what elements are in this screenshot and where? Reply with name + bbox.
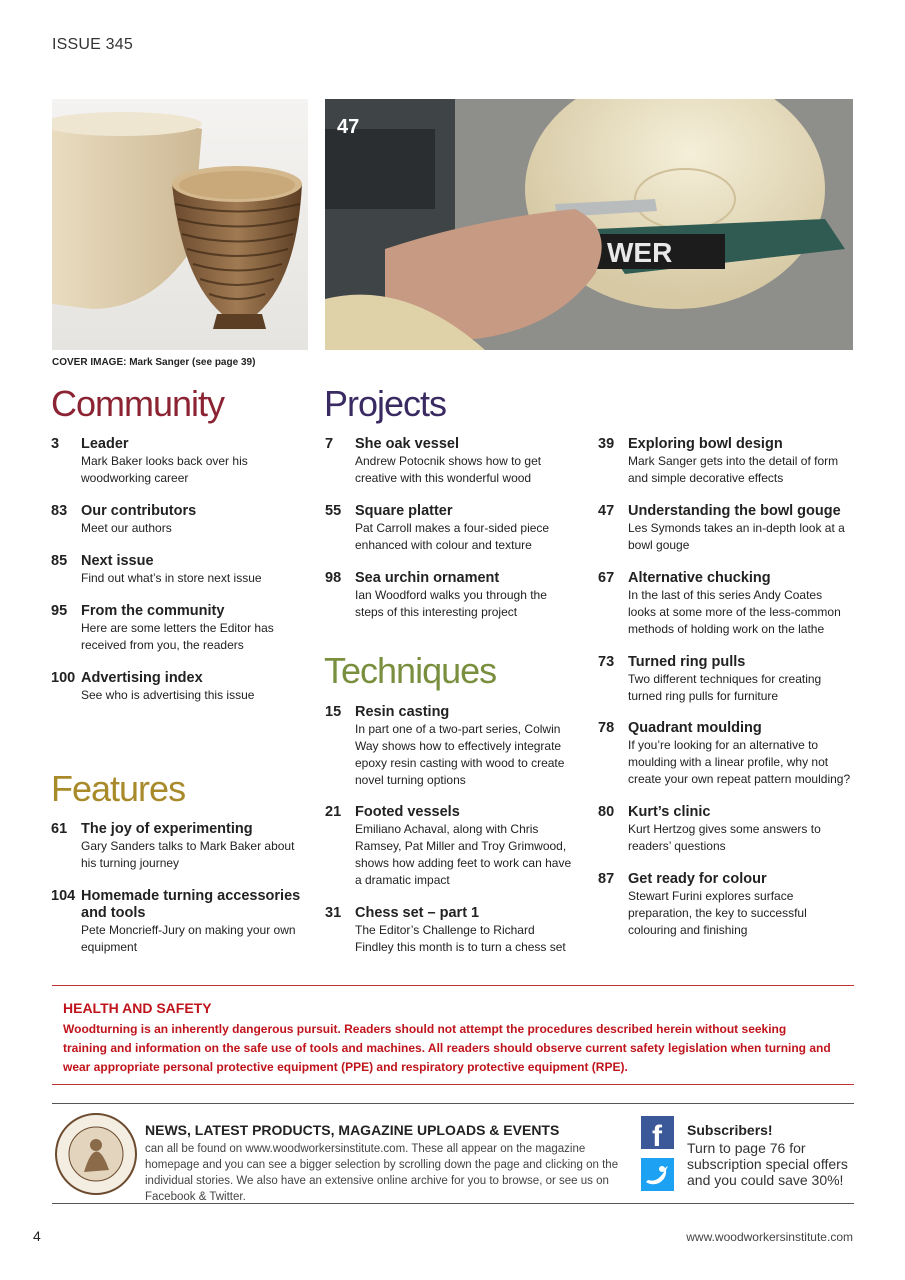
page-number: 87 (598, 871, 615, 887)
page-number: 67 (598, 570, 615, 586)
entry-title: She oak vessel (355, 436, 459, 452)
issue-number: ISSUE 345 (52, 36, 133, 53)
entry-title: Leader (81, 436, 129, 452)
contents-entry[interactable] (51, 888, 301, 956)
entry-description: See who is advertising this issue (81, 688, 255, 702)
contents-entry[interactable] (325, 503, 570, 554)
page-number: 78 (598, 720, 615, 736)
entry-description: Kurt Hertzog gives some answers to readers’ questions (628, 822, 821, 853)
section-title-features: Features (51, 768, 186, 809)
entry-description: Meet our authors (81, 521, 172, 535)
contents-entry[interactable] (325, 905, 575, 956)
entry-title: Kurt’s clinic (628, 804, 711, 820)
facebook-icon[interactable] (641, 1116, 674, 1149)
page-number: 55 (325, 503, 342, 519)
contents-entry[interactable] (598, 436, 853, 487)
entry-description: Mark Baker looks back over his woodworking career (81, 454, 248, 485)
entry-description: Find out what’s in store next issue (81, 571, 262, 585)
entry-title: Alternative chucking (628, 570, 771, 586)
entry-description: The Editor’s Challenge to Richard Findley this month is to turn a chess set (355, 923, 566, 954)
entry-title: Turned ring pulls (628, 654, 746, 670)
page-number: 15 (325, 704, 342, 720)
contents-entry[interactable] (325, 704, 575, 789)
entry-title: Square platter (355, 503, 453, 519)
page-number: 7 (325, 436, 334, 452)
entry-title: Advertising index (81, 670, 203, 686)
contents-entry[interactable] (51, 603, 301, 654)
contents-entry[interactable] (598, 720, 853, 788)
entry-description: Emiliano Achaval, along with Chris Ramsey, Pat Miller and Troy Grimwood, shows how adding feet to work can have a dramatic impact (355, 822, 572, 887)
page-number: 47 (598, 503, 615, 519)
section-title-techniques: Techniques (324, 650, 497, 691)
page-number: 73 (598, 654, 615, 670)
contents-entry[interactable] (325, 570, 570, 621)
cover-image-bowls (52, 99, 308, 350)
lathe-brand-text: WER (607, 237, 673, 268)
woodworkers-institute-seal[interactable] (54, 1112, 138, 1196)
entry-title: Quadrant moulding (628, 720, 762, 736)
entry-title: Homemade turning accessories and tools (81, 888, 301, 921)
contents-entry[interactable] (51, 436, 301, 487)
page-number: 80 (598, 804, 615, 820)
divider (52, 1084, 854, 1085)
page-number: 100 (51, 670, 76, 686)
subscribers-title: Subscribers! (687, 1122, 773, 1138)
contents-entry[interactable] (598, 570, 853, 638)
page-number: 39 (598, 436, 615, 452)
page-number: 98 (325, 570, 342, 586)
twitter-icon[interactable] (641, 1158, 674, 1191)
entry-title: Footed vessels (355, 804, 460, 820)
page-number: 83 (51, 503, 68, 519)
svg-text:f: f (652, 1120, 662, 1149)
divider (52, 1203, 854, 1204)
health-safety-title: HEALTH AND SAFETY (63, 1000, 212, 1016)
contents-entry[interactable] (51, 821, 301, 872)
contents-entry[interactable] (598, 654, 853, 705)
page-number: 95 (51, 603, 68, 619)
entry-title: Exploring bowl design (628, 436, 783, 452)
entry-description: Stewart Furini explores surface preparation, the key to successful colouring and finishing (628, 889, 807, 937)
entry-title: Resin casting (355, 704, 450, 720)
entry-description: Two different techniques for creating turned ring pulls for furniture (628, 672, 822, 703)
entry-title: Next issue (81, 553, 154, 569)
page-number: 104 (51, 888, 76, 904)
section-title-projects: Projects (324, 383, 447, 424)
entry-description: Les Symonds takes an in-depth look at a bowl gouge (628, 521, 845, 552)
entry-description: In the last of this series Andy Coates looks at some more of the less-common methods of holding work on the lathe (628, 588, 841, 636)
entry-title: Understanding the bowl gouge (628, 503, 841, 519)
contents-entry[interactable] (325, 804, 580, 889)
news-text: can all be found on www.woodworkersinstitute.com. These all appear on the magazine homepage and you can see a bigger selection by scrolling down the page and clicking on the individual stories. We also have an extensive online archive for you to browse, or see us on Facebook & Twitter. (145, 1143, 619, 1203)
entry-title: The joy of experimenting (81, 821, 253, 837)
entry-description: Ian Woodford walks you through the steps of this interesting project (355, 588, 547, 619)
section-title-community: Community (51, 383, 225, 424)
contents-entry[interactable] (598, 503, 853, 554)
entry-title: Chess set – part 1 (355, 905, 480, 921)
news-title: NEWS, LATEST PRODUCTS, MAGAZINE UPLOADS & EVENTS (145, 1122, 560, 1138)
entry-description: Gary Sanders talks to Mark Baker about his turning journey (81, 839, 295, 870)
website-link[interactable]: www.woodworkersinstitute.com (686, 1230, 853, 1244)
contents-entry[interactable] (51, 670, 301, 704)
photo-page-number: 47 (337, 116, 360, 138)
entry-description: In part one of a two-part series, Colwin Way shows how to effectively integrate epoxy resin casting with wood to create novel turning options (355, 722, 565, 787)
page-number: 31 (325, 905, 342, 921)
entry-description: Mark Sanger gets into the detail of form and simple decorative effects (628, 454, 839, 485)
page-number: 21 (325, 804, 342, 820)
divider (52, 985, 854, 986)
page-number: 3 (51, 436, 60, 452)
entry-description: If you’re looking for an alternative to moulding with a linear profile, why not create your own repeat pattern moulding? (628, 738, 851, 786)
health-safety-text: Woodturning is an inherently dangerous pursuit. Readers should not attempt the procedures described herein without seeking training and information on the safe use of tools and machines. All readers should observe current safety legislation when turning and wear appropriate personal protective equipment (PPE) and respiratory protective equipment (RPE). (63, 1022, 831, 1074)
divider (52, 1103, 854, 1104)
entry-description: Pat Carroll makes a four-sided piece enhanced with colour and texture (355, 521, 550, 552)
contents-entry[interactable] (51, 553, 301, 587)
subscribers-text: Turn to page 76 for subscription special offers and you could save 30%! (687, 1140, 848, 1188)
entry-title: From the community (81, 603, 225, 619)
cover-caption: COVER IMAGE: Mark Sanger (see page 39) (52, 357, 256, 368)
contents-entry[interactable] (325, 436, 570, 487)
page-number: 61 (51, 821, 68, 837)
entry-title: Get ready for colour (628, 871, 767, 887)
contents-entry[interactable] (598, 871, 853, 939)
page-number-footer: 4 (33, 1228, 41, 1244)
entry-title: Our contributors (81, 503, 197, 519)
page-number: 85 (51, 553, 68, 569)
entry-title: Sea urchin ornament (355, 570, 500, 586)
contents-entry[interactable] (598, 804, 853, 855)
entry-description: Here are some letters the Editor has received from you, the readers (81, 621, 274, 652)
photo-lathe-turning (325, 99, 853, 350)
entry-description: Andrew Potocnik shows how to get creative with this wonderful wood (355, 454, 542, 485)
entry-description: Pete Moncrieff-Jury on making your own equipment (81, 923, 296, 954)
contents-entry[interactable] (51, 503, 301, 537)
